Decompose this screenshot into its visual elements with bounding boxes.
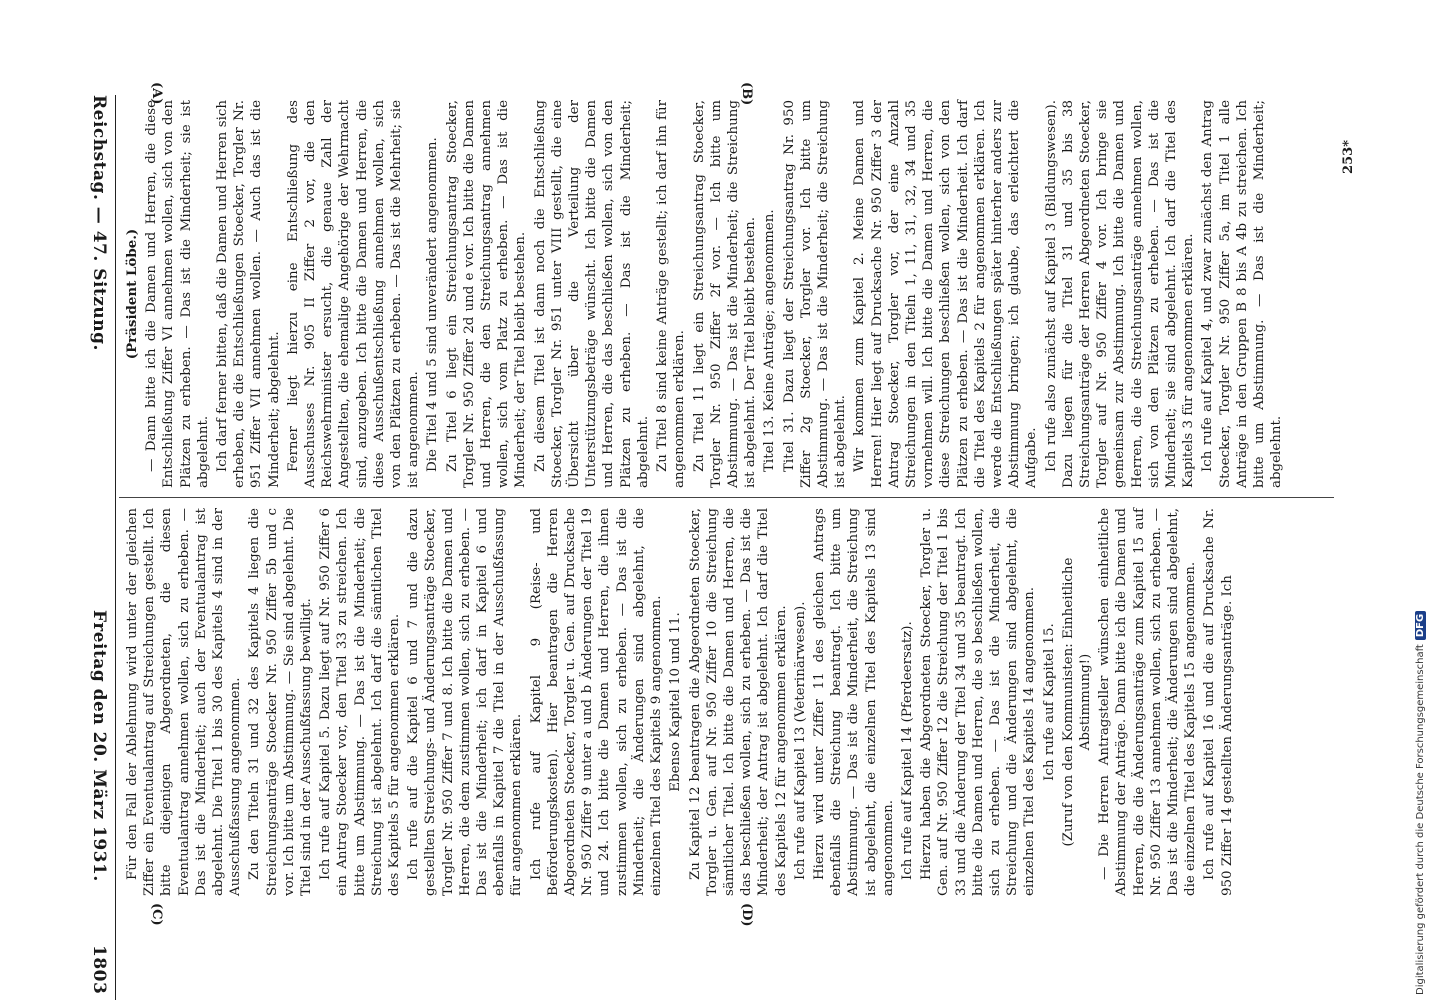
right-column-paragraph: Ich rufe auf Kapitel 16 und die auf Drucksache Nr. 950 Ziffer 14 gestellten Änderungsanträge. Ich xyxy=(1202,508,1235,896)
right-column-paragraph: Ich rufe auf Kapitel 15. xyxy=(1041,623,1057,781)
left-column-paragraph: Zu Titel 8 sind keine Anträge gestellt; ich darf ihn für angenommen erklären. xyxy=(655,100,688,488)
right-column-paragraph: Ich rufe auf die Kapitel 6 und 7 und die dazu gestellten Streichungs- und Änderungsanträge Stoecker, Torgler Nr. 950 Ziffer 7 und 8. Ich bitte die Damen und Herren, die dem zustimmen wollen, sich zu erheben. — Das ist die Minderheit; ich darf in Kapitel 6 und ebenfalls in Kapitel 7 die Titel in der Ausschußfassung für angenommen erklären. xyxy=(406,508,525,896)
left-column-paragraph: Wir kommen zum Kapitel 2. Meine Damen und Herren! Hier liegt auf Drucksache Nr. 950 Ziffer 3 der Antrag Stoecker, Torgler vor, der eine Anzahl Streichungen in den Titeln 1, 11, 31, 32, 34 und 35 vornehmen will. Ich bitte die Damen und Herren, die diese Streichungen beschließen wollen, sich von den Plätzen zu erheben. — Das ist die Minderheit. Ich darf die Titel des Kapitels 2 für angenommen erklären. Ich werde die Entschließungen später hinterher anders zur Abstimmung bringen; ich glaube, das erleichtert die Aufgabe. xyxy=(852,100,1040,488)
digitization-note xyxy=(1415,611,1426,995)
right-column-paragraph: — Die Herren Antragsteller wünschen einheitliche Abstimmung der Anträge. Dann bitte ich die Damen und Herren, die die Änderungsanträge zum Kapitel 15 auf Nr. 950 Ziffer 13 annehmen wollen, sich zu erheben. — Das ist die Minderheit; die Änderungen sind abgelehnt, die einzelnen Titel des Kapitels 15 angenommen. xyxy=(1097,508,1199,896)
right-column-paragraph: Ich rufe auf Kapitel 14 (Pferdeersatz). xyxy=(899,621,915,880)
left-column-paragraph: Zu diesem Titel ist dann noch die Entschließung Stoecker, Torgler Nr. 951 unter VIII gestellt, die eine Übersicht über die Verteilung der Unterstützungsbeträge wünscht. Ich bitte die Damen und Herren, die das beschließen wollen, sich von den Plätzen zu erheben. — Das ist die Minderheit; abgelehnt. xyxy=(532,100,651,488)
header-right: Freitag den 20. März 1931. xyxy=(89,610,109,882)
left-column-paragraph: Ich darf ferner bitten, daß die Damen und Herren sich erheben, die die Entschließungen Stoecker, Torgler Nr. 951 Ziffer VII annehmen wollen. — Auch das ist die Minderheit; abgelehnt. xyxy=(215,100,282,488)
left-column-paragraph: (Präsident Löbe.) xyxy=(124,228,140,360)
left-column-paragraph: Titel 31. Dazu liegt der Streichungsantrag Nr. 950 Ziffer 2g Stoecker, Torgler vor. Ich bitte um Abstimmung. — Das ist die Minderheit; die Streichung ist abgelehnt. xyxy=(781,100,849,488)
margin-mark-c: (C) xyxy=(149,903,164,926)
right-column-paragraph: Hierzu wird unter Ziffer 11 des gleichen Antrags ebenfalls die Streichung beantragt. Ich bitte um Abstimmung. — Das ist die Minderheit, die Streichung ist abgelehnt, die einzelnen Titel des Kapitels 13 sind angenommen. xyxy=(811,508,896,896)
right-column-paragraph: Zu Kapitel 12 beantragen die Abgeordneten Stoecker, Torgler u. Gen. auf Nr. 950 Ziffer 10 die Streichung sämtlicher Titel. Ich bitte die Damen und Herren, die das beschließen wollen, sich zu erheben. — Das ist die Minderheit; der Antrag ist abgelehnt. Ich darf die Titel des Kapitels 12 für angenommen erklären. xyxy=(687,508,789,896)
margin-mark-d: (D) xyxy=(739,903,754,927)
right-column-paragraph: Hierzu haben die Abgeordneten Stoecker, Torgler u. Gen. auf Nr. 950 Ziffer 12 die Streichung der Titel 1 bis 33 und die Änderung der Titel 34 und 35 beantragt. Ich bitte die Damen und Herren, die so beschließen wollen, sich zu erheben. — Das ist die Minderheit, die Streichung und die Änderungen sind abgelehnt, die einzelnen Titel des Kapitels 14 angenommen. xyxy=(919,508,1038,896)
right-column-paragraph: Ebenso Kapitel 10 und 11. xyxy=(668,612,684,792)
page-signature: 253* xyxy=(1341,140,1356,174)
right-column-paragraph: Ich rufe auf Kapitel 5. Dazu liegt auf Nr. 950 Ziffer 6 ein Antrag Stoecker vor, den Titel 33 zu streichen. Ich bitte um Abstimmung. — Das ist die Minderheit; die Streichung ist abgelehnt. Ich darf die sämtlichen Titel des Kapitels 5 für angenommen erklären. xyxy=(318,508,403,896)
right-column-paragraph: Ich rufe auf Kapitel 13 (Veterinärwesen). xyxy=(792,601,808,880)
left-column-paragraph: Titel 13. Keine Anträge; angenommen. xyxy=(762,209,778,472)
left-column-paragraph: Zu Titel 6 liegt ein Streichungsantrag Stoecker, Torgler Nr. 950 Ziffer 2d und e vor. Ich bitte die Damen und Herren, die den Streichungsantrag annehmen wollen, sich vom Platz zu erheben. — Das ist die Minderheit; der Titel bleibt bestehen. xyxy=(444,100,529,488)
right-column-paragraph: (Zuruf von den Kommunisten: Einheitliche Abstimmung!) xyxy=(1060,557,1093,847)
left-column-paragraph: Die Titel 4 und 5 sind unverändert angenommen. xyxy=(425,137,441,472)
margin-mark-a: (A) xyxy=(149,82,164,105)
right-column-paragraph: Für den Fall der Ablehnung wird unter der gleichen Ziffer ein Eventualantrag auf Streichungen gestellt. Ich bitte diejenigen Abgeordneten, die diesen Eventualantrag annehmen wollen, sich zu erheben. — Das ist die Minderheit; auch der Eventualantrag ist abgelehnt. Die Titel 1 bis 30 des Kapitels 4 sind in der Ausschußfassung angenommen. xyxy=(125,508,244,896)
header-left: Reichstag. — 47. Sitzung. xyxy=(89,95,109,351)
column-divider xyxy=(119,497,1334,498)
margin-mark-b: (B) xyxy=(739,82,754,106)
page-number: 1803 xyxy=(89,945,109,995)
left-column-paragraph: Ich rufe auf Kapitel 4, und zwar zunächst den Antrag Stoecker, Torgler Nr. 950 Ziffer 5a, im Titel 1 alle Anträge in den Gruppen B 8 bis A 4b zu streichen. Ich bitte um Abstimmung. — Das ist die Minderheit; abgelehnt. xyxy=(1200,100,1285,488)
header-rule xyxy=(115,95,116,1000)
left-column-paragraph: Ferner liegt hierzu eine Entschließung des Ausschusses Nr. 905 II Ziffer 2 vor, die den Reichswehrminister ersucht, die genaue Zahl der Angestellten, die ehemalige Angehörige der Wehrmacht sind, anzugeben. Ich bitte die Damen und Herren, die diese Ausschußentschließung annehmen wollen, sich von den Plätzen zu erheben. — Das ist die Mehrheit; sie ist angenommen. xyxy=(285,100,422,488)
digitization-text: Digitalisierung gefördert durch die Deutsche Forschungsgemeinschaft xyxy=(1415,644,1426,995)
right-column-paragraph: Ich rufe auf Kapitel 9 (Reise- und Beförderungskosten). Hier beantragen die Herren Abgeordneten Stoecker, Torgler u. Gen. auf Drucksache Nr. 950 Ziffer 9 unter a und b Änderungen der Titel 19 und 24. Ich bitte die Damen und Herren, die ihnen zustimmen wollen, sich zu erheben. — Das ist die Minderheit; die Änderungen sind abgelehnt, die einzelnen Titel des Kapitels 9 angenommen. xyxy=(528,508,665,896)
left-text-column xyxy=(124,100,1334,488)
left-column-paragraph: Zu Titel 11 liegt ein Streichungsantrag Stoecker, Torgler Nr. 950 Ziffer 2f vor. — Ich bitte um Abstimmung. — Das ist die Minderheit; die Streichung ist abgelehnt. Der Titel bleibt bestehen. xyxy=(691,100,759,488)
right-column-paragraph: Zu den Titeln 31 und 32 des Kapitels 4 liegen die Streichungsanträge Stoecker Nr. 950 Ziffer 5b und c vor. Ich bitte um Abstimmung. — Sie sind abgelehnt. Die Titel sind in der Ausschußfassung bewilligt. xyxy=(247,508,315,896)
left-column-paragraph: — Dann bitte ich die Damen und Herren, die diese Entschließung Ziffer VI annehmen wollen, sich von den Plätzen zu erheben. — Das ist die Minderheit; sie ist abgelehnt. xyxy=(144,100,211,488)
page-header xyxy=(87,95,109,995)
dfg-logo-icon: DFG xyxy=(1415,611,1426,640)
left-column-paragraph: Ich rufe also zunächst auf Kapitel 3 (Bildungswesen). Dazu liegen für die Titel 31 und 35 bis 38 Streichungsanträge der Herren Abgeordneten Stoecker, Torgler auf Nr. 950 Ziffer 4 vor. Ich bringe sie gemeinsam zur Abstimmung. Ich bitte die Damen und Herren, die die Streichungsanträge annehmen wollen, sich von den Plätzen zu erheben. — Das ist die Minderheit; sie sind abgelehnt. Ich darf die Titel des Kapitels 3 für angenommen erklären. xyxy=(1043,100,1197,488)
right-text-column xyxy=(124,508,1334,896)
